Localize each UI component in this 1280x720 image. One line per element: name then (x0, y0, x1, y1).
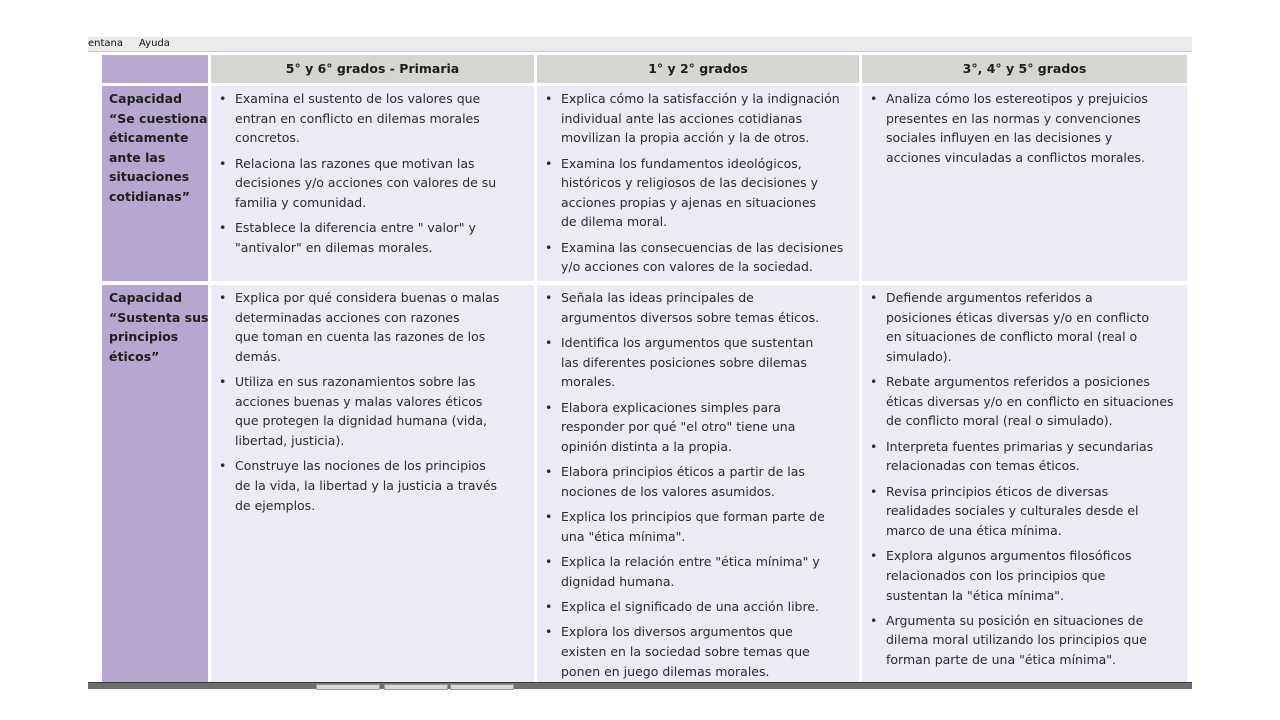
bullet-list (870, 288, 1183, 670)
bullet-item (545, 462, 855, 501)
bullet-text-line: dilema moral utilizando los principios que (886, 632, 1147, 648)
bullet-text-line: • Defiende argumentos referidos a (886, 290, 1093, 305)
bullet-text-line: • Construye las nociones de los principios (235, 458, 486, 474)
bullet-text-line: relacionados con los principios que (886, 567, 1106, 583)
bullet-text-line: • Utiliza en sus razonamientos sobre las (235, 374, 476, 390)
bullet-text-line: de la vida, la libertad y la justicia a través (235, 477, 498, 493)
bullet-text-line: • Explica los principios que forman parte de (561, 509, 825, 525)
bullet-text-line: de conflicto moral (real o simulado). (886, 413, 1113, 429)
bullet-item (219, 288, 530, 366)
bullet-text-line: • Establece la diferencia entre " valor" y (235, 220, 476, 236)
bullet-text-line: éticas diversas y/o en conflicto en situaciones (886, 393, 1174, 409)
bullet-item (870, 611, 1183, 670)
bullet-text-line: • Analiza cómo los estereotipos y prejuicios (886, 91, 1148, 106)
bullet-item (870, 372, 1183, 431)
bullet-text-line: ponen en juego dilemas morales. (561, 663, 770, 679)
bullet-item (545, 154, 855, 232)
row-label-line: principios (109, 329, 179, 345)
bullet-text-line: existen en la sociedad sobre temas que (561, 644, 810, 660)
bullet-item (870, 437, 1183, 476)
row-label-line: éticamente (109, 130, 189, 146)
cell-row1-primaria (211, 86, 534, 281)
bullet-text-line: decisiones y/o acciones con valores de su (235, 175, 497, 191)
bullet-text-line: que toman en cuenta las razones de los (235, 329, 486, 345)
bullet-item (545, 398, 855, 457)
row-label-line: ante las (109, 149, 166, 165)
bullet-item (219, 456, 530, 515)
bullet-item (219, 154, 530, 213)
bullet-text-line: • Argumenta su posición en situaciones de (886, 612, 1144, 628)
bullet-text-line: históricos y religiosos de las decisiones y (561, 175, 818, 191)
bullet-text-line: de ejemplos. (235, 497, 316, 513)
bullet-text-line: acciones vinculadas a conflictos morales. (886, 149, 1146, 165)
header-1-2-grados: 1° y 2° grados (537, 55, 859, 83)
cell-row2-1-2-grados (537, 285, 859, 683)
bullet-item (870, 482, 1183, 541)
bullet-text-line: libertad, justicia). (235, 432, 345, 448)
bullet-text-line: • Señala las ideas principales de (561, 290, 754, 305)
bullet-item (545, 333, 855, 392)
bullet-text-line: • Rebate argumentos referidos a posiciones (886, 374, 1150, 390)
cell-row2-primaria (211, 285, 534, 683)
row-label-line: “Sustenta sus (109, 309, 209, 325)
bullet-text-line: sustentan la "ética mínima". (886, 587, 1064, 603)
bullet-list (219, 89, 530, 257)
bullet-text-line: sociales influyen en las decisiones y (886, 130, 1113, 146)
bullet-text-line: responder por qué "el otro" tiene una (561, 419, 796, 435)
bullet-item (870, 546, 1183, 605)
bullet-text-line: en situaciones de conflicto moral (real o (886, 329, 1138, 345)
bullet-item (545, 238, 855, 277)
row-label-line: situaciones (109, 169, 190, 185)
bullet-item (545, 552, 855, 591)
bullet-text-line: • Revisa principios éticos de diversas (886, 483, 1109, 499)
bullet-text-line: • Elabora principios éticos a partir de las (561, 464, 805, 480)
row-label-line: Capacidad (109, 290, 183, 305)
cell-row1-1-2-grados (537, 86, 859, 281)
document-page (88, 52, 1192, 683)
bullet-item (870, 89, 1183, 167)
bullet-text-line: de dilema moral. (561, 214, 668, 230)
bullet-text-line: demás. (235, 348, 281, 364)
bullet-text-line: entran en conflicto en dilemas morales (235, 110, 480, 126)
bullet-text-line: • Identifica los argumentos que sustentan (561, 334, 814, 350)
bullet-text-line: movilizan la propia acción y la de otros. (561, 130, 810, 146)
bullet-list (870, 89, 1183, 167)
bullet-text-line: • Explora algunos argumentos filosóficos (886, 548, 1132, 564)
taskbar-button[interactable] (450, 684, 514, 690)
bullet-text-line: • Explica cómo la satisfacción y la indignación (561, 91, 840, 106)
bullet-text-line: determinadas acciones con razones (235, 309, 460, 325)
bullet-text-line: opinión distinta a la propia. (561, 438, 732, 454)
bullet-text-line: acciones propias y ajenas en situaciones (561, 194, 817, 210)
bullet-text-line: simulado). (886, 348, 952, 364)
taskbar (88, 682, 1192, 689)
header-3-4-5-grados: 3°, 4° y 5° grados (862, 55, 1187, 83)
bullet-item (545, 89, 855, 148)
bullet-text-line: forman parte de una "ética mínima". (886, 652, 1116, 668)
bullet-text-line: morales. (561, 374, 616, 390)
bullet-text-line: "antivalor" en dilemas morales. (235, 239, 433, 255)
bullet-item (219, 372, 530, 450)
menu-bar (88, 37, 1192, 52)
bullet-text-line: individual ante las acciones cotidianas (561, 110, 803, 126)
menu-item-ventana[interactable]: entana (88, 38, 124, 49)
cell-row2-3-4-5-grados (862, 285, 1187, 683)
bullet-text-line: • Examina los fundamentos ideológicos, (561, 155, 802, 171)
bullet-text-line: realidades sociales y culturales desde el (886, 503, 1139, 519)
bullet-text-line: presentes en las normas y convenciones (886, 110, 1141, 126)
bullet-text-line: • Examina las consecuencias de las decisiones (561, 239, 844, 255)
bullet-list (545, 288, 855, 681)
bullet-item (545, 288, 855, 327)
taskbar-button[interactable] (384, 684, 448, 690)
bullet-list (545, 89, 855, 277)
row-label-se-cuestiona (102, 86, 208, 281)
row-label-line: Capacidad (109, 91, 183, 106)
bullet-item (545, 622, 855, 681)
bullet-text-line: • Interpreta fuentes primarias y secundarias (886, 438, 1154, 454)
bullet-text-line: marco de una ética mínima. (886, 522, 1062, 538)
bullet-text-line: • Explica por qué considera buenas o malas (235, 290, 500, 305)
bullet-text-line: acciones buenas y malas valores éticos (235, 393, 483, 409)
bullet-text-line: • Relaciona las razones que motivan las (235, 155, 475, 171)
bullet-text-line: argumentos diversos sobre temas éticos. (561, 309, 820, 325)
document-window (88, 37, 1192, 687)
cell-row1-3-4-5-grados (862, 86, 1187, 281)
bullet-list (219, 288, 530, 515)
bullet-text-line: familia y comunidad. (235, 194, 367, 210)
row-label-line: éticos” (109, 348, 160, 364)
bullet-item (545, 507, 855, 546)
bullet-text-line: concretos. (235, 130, 300, 146)
bullet-text-line: • Explica la relación entre "ética mínima" y (561, 554, 820, 570)
bullet-item (870, 288, 1183, 366)
menu-item-ayuda[interactable]: Ayuda (139, 38, 170, 49)
row-label-line: “Se cuestiona (109, 110, 208, 126)
bullet-text-line: las diferentes posiciones sobre dilemas (561, 354, 807, 370)
bullet-text-line: • Examina el sustento de los valores que (235, 91, 481, 106)
bullet-text-line: posiciones éticas diversas y/o en conflicto (886, 309, 1150, 325)
bullet-item (545, 597, 855, 617)
header-primaria: 5° y 6° grados - Primaria (211, 55, 534, 83)
bullet-text-line: dignidad humana. (561, 573, 675, 589)
bullet-text-line: y/o acciones con valores de la sociedad. (561, 259, 813, 275)
header-corner-cell (102, 55, 208, 83)
bullet-text-line: una "ética mínima". (561, 528, 686, 544)
bullet-text-line: • Explora los diversos argumentos que (561, 624, 793, 640)
row-label-line: cotidianas” (109, 188, 190, 204)
bullet-item (219, 89, 530, 148)
bullet-text-line: • Explica el significado de una acción libre. (561, 599, 820, 615)
bullet-text-line: relacionadas con temas éticos. (886, 458, 1080, 474)
bullet-text-line: nociones de los valores asumidos. (561, 483, 775, 499)
bullet-text-line: que protegen la dignidad humana (vida, (235, 413, 487, 429)
row-label-sustenta (102, 285, 208, 683)
taskbar-button[interactable] (316, 684, 380, 690)
bullet-item (219, 218, 530, 257)
bullet-text-line: • Elabora explicaciones simples para (561, 399, 781, 415)
